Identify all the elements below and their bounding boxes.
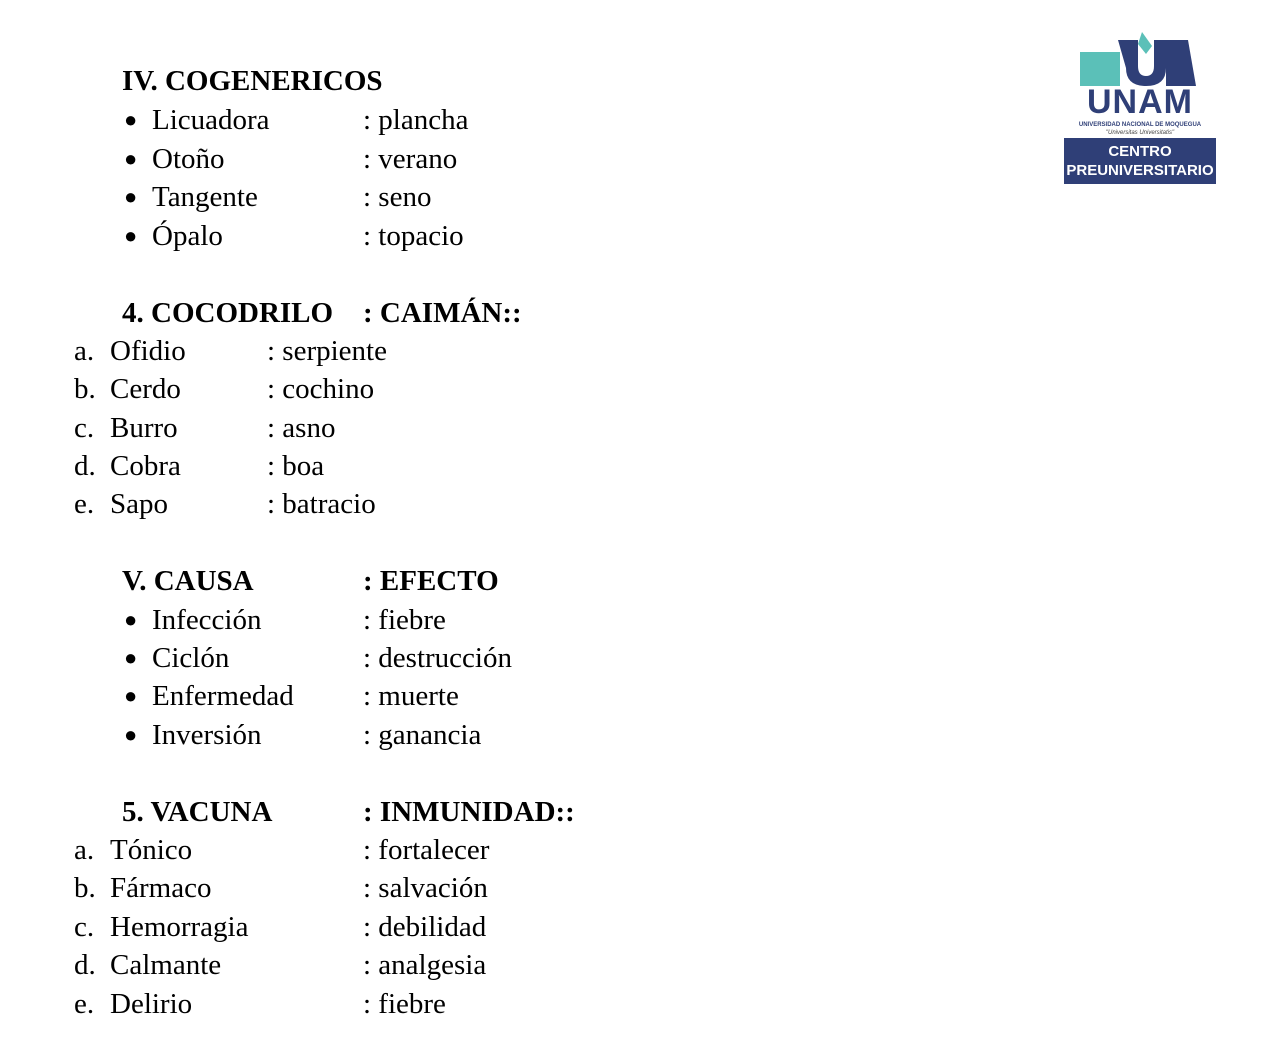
option-term: Tónico — [110, 834, 193, 866]
option-pair: : debilidad — [363, 911, 487, 943]
question-4-option — [74, 332, 474, 370]
option-term: Burro — [110, 412, 178, 444]
option-letter: d. — [74, 450, 96, 482]
option-pair: : boa — [267, 450, 325, 482]
option-letter: c. — [74, 412, 95, 444]
item-term: Licuadora — [152, 104, 270, 136]
option-pair: : fiebre — [363, 988, 446, 1020]
item-pair: : destrucción — [363, 642, 512, 674]
logo-name: UNAM — [1087, 83, 1193, 121]
question-4-title-left: 4. COCODRILO — [122, 297, 334, 329]
question-5-option — [74, 869, 574, 907]
option-pair: : asno — [267, 412, 336, 444]
section-iv-item — [122, 101, 622, 139]
option-letter: e. — [74, 488, 95, 520]
item-term: Ópalo — [152, 220, 223, 252]
option-letter: a. — [74, 834, 95, 866]
section-iv-title: IV. COGENERICOS — [122, 65, 383, 97]
bullet-dot-icon: ● — [124, 184, 138, 209]
option-letter: a. — [74, 335, 95, 367]
question-5-option — [74, 831, 574, 869]
item-pair: : topacio — [363, 220, 464, 252]
question-4-title-right: : CAIMÁN:: — [363, 297, 522, 329]
option-term: Hemorragia — [110, 911, 249, 943]
item-term: Enfermedad — [152, 680, 294, 712]
section-v-item — [122, 639, 622, 677]
question-5-option — [74, 985, 574, 1023]
bullet-dot-icon: ● — [124, 146, 138, 171]
bullet-dot-icon: ● — [124, 645, 138, 670]
item-term: Otoño — [152, 143, 225, 175]
logo-subtitle: UNIVERSIDAD NACIONAL DE MOQUEGUA — [1078, 122, 1202, 128]
item-pair: : verano — [363, 143, 458, 175]
option-term: Cerdo — [110, 373, 181, 405]
item-term: Tangente — [152, 181, 258, 213]
bullet-dot-icon: ● — [124, 722, 138, 747]
logo-box-line1: CENTRO — [1108, 143, 1172, 160]
section-v-item — [122, 677, 622, 715]
option-letter: b. — [74, 373, 96, 405]
question-5-option — [74, 946, 574, 984]
item-term: Inversión — [152, 719, 262, 751]
question-5-title — [122, 793, 622, 831]
section-v-item — [122, 716, 622, 754]
section-iv-item — [122, 140, 622, 178]
logo-centro-box — [1064, 138, 1216, 184]
option-pair: : batracio — [267, 488, 376, 520]
section-v-title-right: : EFECTO — [363, 565, 499, 597]
section-v-title-left: V. CAUSA — [122, 565, 254, 597]
option-pair: : analgesia — [363, 949, 487, 981]
logo-motto: "Universitas Universitatis" — [1105, 130, 1175, 136]
question-4-option — [74, 485, 474, 523]
logo-box-line2: PREUNIVERSITARIO — [1066, 162, 1214, 179]
option-letter: b. — [74, 872, 96, 904]
option-letter: c. — [74, 911, 95, 943]
option-term: Calmante — [110, 949, 222, 981]
option-term: Sapo — [110, 488, 168, 520]
option-term: Fármaco — [110, 872, 212, 904]
option-letter: e. — [74, 988, 95, 1020]
item-pair: : muerte — [363, 680, 459, 712]
option-term: Ofidio — [110, 335, 186, 367]
option-pair: : salvación — [363, 872, 488, 904]
question-4-option — [74, 447, 474, 485]
item-term: Infección — [152, 604, 262, 636]
question-4-title — [122, 294, 622, 332]
section-v-title — [122, 562, 622, 600]
item-pair: : fiebre — [363, 604, 446, 636]
unam-emblem-icon — [1080, 32, 1196, 86]
option-pair: : serpiente — [267, 335, 387, 367]
option-pair: : cochino — [267, 373, 375, 405]
question-4-option — [74, 409, 474, 447]
bullet-dot-icon: ● — [124, 223, 138, 248]
item-term: Ciclón — [152, 642, 230, 674]
bullet-dot-icon: ● — [124, 607, 138, 632]
section-iv-item — [122, 217, 622, 255]
item-pair: : ganancia — [363, 719, 482, 751]
bullet-dot-icon: ● — [124, 107, 138, 132]
unam-logo — [1062, 32, 1218, 186]
question-5-title-right: : INMUNIDAD:: — [363, 796, 575, 828]
item-pair: : plancha — [363, 104, 469, 136]
option-term: Delirio — [110, 988, 193, 1020]
option-term: Cobra — [110, 450, 181, 482]
question-4-option — [74, 370, 474, 408]
bullet-dot-icon: ● — [124, 683, 138, 708]
option-letter: d. — [74, 949, 96, 981]
question-5-title-left: 5. VACUNA — [122, 796, 273, 828]
section-v-item — [122, 601, 622, 639]
option-pair: : fortalecer — [363, 834, 490, 866]
section-iv-item — [122, 178, 622, 216]
item-pair: : seno — [363, 181, 432, 213]
question-5-option — [74, 908, 574, 946]
